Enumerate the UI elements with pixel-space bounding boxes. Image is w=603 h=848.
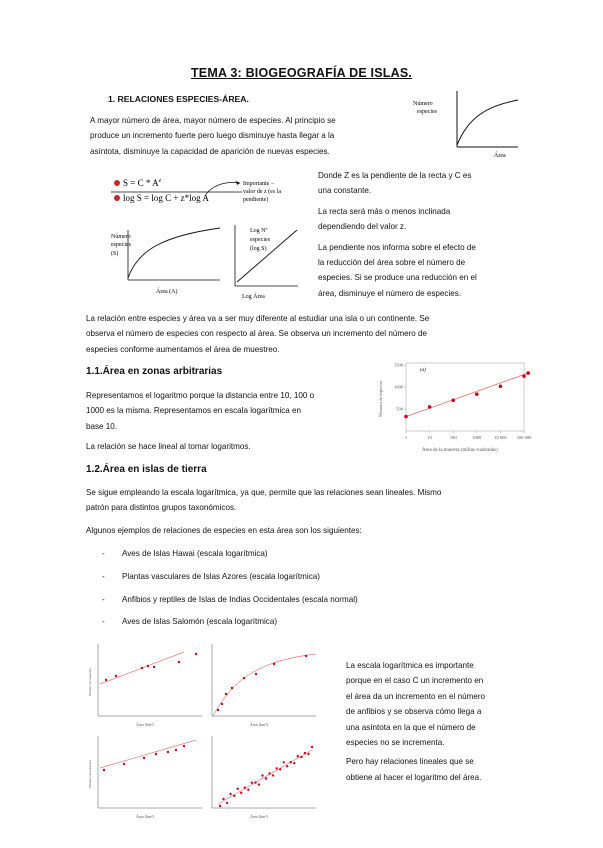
x-tick-label: 1000 [472,435,482,440]
right-ylabel: especies [250,237,270,243]
left-ylabel: (S) [111,251,119,257]
list-item [102,549,268,558]
point [290,761,292,763]
data-point [522,374,526,378]
y-tick-label: 500 [396,406,403,412]
point [175,749,177,751]
list-bullet: - [102,549,105,558]
text-line: Pero hay relaciones lineales que se [346,757,474,767]
point [217,709,219,711]
section-1-2-paragraph [86,485,526,516]
y-tick-label: 1500 [394,362,403,368]
point [153,666,155,668]
point [103,769,105,771]
note: Importante – [243,181,274,187]
text-line: La recta será más o menos inclinada [318,206,451,216]
relation-paragraph [86,311,520,357]
text-line: especies. Si se produce una reducción en el [318,273,477,283]
section-heading-1: 1. RELACIONES ESPECIES-ÁREA. [108,94,249,104]
left-ylabel: Número [111,234,131,240]
point [222,798,224,800]
point [147,665,149,667]
section-heading-1-2: 1.2.Área en islas de tierra [86,464,207,475]
point [123,763,125,765]
mini-chart-west-indies [88,736,202,819]
fig-ylabel: Número [413,101,433,107]
point [231,687,233,689]
list-item-text: Plantas vasculares de Islas Azores (escala logarítmica) [122,572,320,581]
text-line: de anfibios y se observa cómo llega a [346,707,482,717]
chart-xlabel: Área de la muestra (millas cuadradas) [422,448,498,453]
right-xlabel: Log Área [242,294,265,300]
list-item [102,572,320,581]
text-line: 1000 es la misma. Representamos en escala logarítmica en [86,406,302,416]
right-ylabel: Log Nº [250,228,268,234]
list-bullet: - [102,595,105,604]
point [272,774,274,776]
linear-note: La relación se hace lineal al tomar logaritmos. [86,442,251,451]
x-tick-label: 10 000 [494,435,507,440]
point [304,752,306,754]
point [219,805,221,807]
point [279,768,281,770]
left-ylabel: especies [111,242,131,248]
fit-curve [213,654,316,716]
point [105,679,107,681]
text-line: Representamos el logaritmo porque la distancia entre 10, 100 o [86,391,315,400]
data-point [428,405,432,409]
point [307,753,309,755]
text-line: la reducción del área sobre el número de [318,258,466,268]
point [143,757,145,759]
data-point [404,415,408,419]
point [240,792,242,794]
text-line: una asíntota en la que el número de [346,722,476,732]
list-bullet: - [102,617,105,626]
section-1-1-paragraph [86,388,364,434]
bullet-icon [114,195,120,201]
data-point [451,398,455,402]
note: valor de z (es la [243,189,281,195]
intro-line: asíntota, disminuye la capacidad de aparición de nuevas especies. [90,146,330,156]
point [311,746,313,748]
equations-figure [108,170,308,304]
text-line: La pendiente nos informa sobre el efecto de [318,242,476,252]
point [255,673,257,675]
point [261,774,263,776]
point [167,751,169,753]
mini-chart-hawaii [88,644,202,727]
point [221,703,223,705]
data-point [526,371,530,375]
point [300,756,302,758]
x-tick-label: 100 [449,435,457,440]
text-line: obtiene al hacer el logaritmo del área. [346,772,482,782]
mini-xlabel: Área (km²) [136,722,154,727]
list-item-text: Aves de Islas Salomón (escala logarítmica) [122,617,278,626]
intro-paragraph [90,113,408,159]
point [286,765,288,767]
list-item-text: Aves de Islas Hawai (escala logarítmica) [122,549,268,558]
point [226,802,228,804]
mini-xlabel: Área (km²) [250,722,268,727]
list-bullet: - [102,572,105,581]
text-line: Donde Z es la pendiente de la recta y C es [318,171,472,180]
text-line: patrón para distintos grupos taxonómicos. [86,503,237,513]
point [275,767,277,769]
data-point [475,392,479,396]
point [268,772,270,774]
plot-frame [406,363,524,431]
y-tick-label: 1000 [394,384,403,390]
text-line: el área da un incremento en el número [346,691,486,701]
point [141,667,143,669]
bullet-icon [114,180,120,186]
point [115,675,117,677]
fit-line [218,750,312,804]
fit-line [100,740,196,768]
equation-1: $S = C * A^z$ [123,178,162,188]
list-item [102,617,277,626]
trend-line [406,373,528,416]
intro-line: produce un incremento fuerte pero luego disminuye hasta llegar a la [90,131,335,141]
note: pendiente) [243,197,269,203]
island-charts-figure [84,636,324,824]
arrow-head-icon [236,181,240,185]
text-line: La escala logarítmica es importante [346,661,474,670]
mini-ylabel: Número de especies [88,759,92,788]
text-line: porque en el caso C un incremento en [346,676,484,686]
curve [128,228,220,278]
species-area-chart [372,355,532,453]
log-scale-explanation [346,658,520,785]
page-title: TEMA 3: BIOGEOGRAFÍA DE ISLAS. [190,66,413,80]
point [265,777,267,779]
data-point [499,384,503,388]
point [258,783,260,785]
point [273,663,275,665]
point [244,787,246,789]
equation-2: log S = log C + z*log A [123,193,209,203]
text-line: La relación entre especies y área va a ser muy diferente al estudiar una isla o un continente. Se [86,314,430,323]
point [183,745,185,747]
x-tick-label: 100 000 [516,435,532,440]
list-item [102,595,358,604]
point [225,693,227,695]
x-tick-label: 10 [427,435,432,440]
point [283,761,285,763]
point [254,781,256,783]
point [251,782,253,784]
text-line: área, disminuye el número de especies. [318,288,462,298]
fig-xlabel: Área [494,153,506,159]
text-line: dependiendo del valor z. [318,222,407,232]
examples-intro: Algunos ejemplos de relaciones de especies en esta área son los siguientes: [86,526,362,535]
point [293,762,295,764]
mini-ylabel: Número de especies [88,667,92,696]
point [155,753,157,755]
mini-xlabel: Área (km²) [136,814,154,819]
slope-explanation [318,168,520,301]
curve [457,100,518,145]
chart-title: (a) [420,368,426,373]
text-line: especies no se incrementa. [346,738,445,748]
text-line: observa el número de especies con respecto al área. Se observa un incremento del número de [86,329,428,339]
text-line: Se sigue empleando la escala logarítmica, ya que, permite que las relaciones sean lineales. Mismo [86,488,442,497]
point [243,677,245,679]
list-item-text: Anfibios y reptiles de Islas de Indias Occidentales (escala normal) [122,595,358,604]
point [297,755,299,757]
species-area-curve-figure [408,88,520,160]
point [305,655,307,657]
point [195,653,197,655]
fig-ylabel: especies [417,109,437,115]
point [247,789,249,791]
point [237,788,239,790]
left-xlabel: Área (A) [156,289,178,295]
point [178,661,180,663]
text-line: una constante. [318,186,372,196]
intro-line: A mayor número de área, mayor número de especies. Al principio se [90,116,336,125]
mini-chart-solomon [212,736,316,819]
text-line: base 10. [86,421,118,431]
right-ylabel: (log S) [250,246,267,252]
mini-chart-azores [212,644,316,727]
x-tick-label: 1 [404,435,408,440]
mini-xlabel: Área (km²) [250,814,268,819]
point [229,793,231,795]
text-line: especies conforme aumentamos el área de muestreo. [86,344,280,354]
chart-ylabel: Número de especies [378,380,383,417]
section-heading-1-1: 1.1.Área en zonas arbitrarias [86,366,223,377]
point [233,795,235,797]
